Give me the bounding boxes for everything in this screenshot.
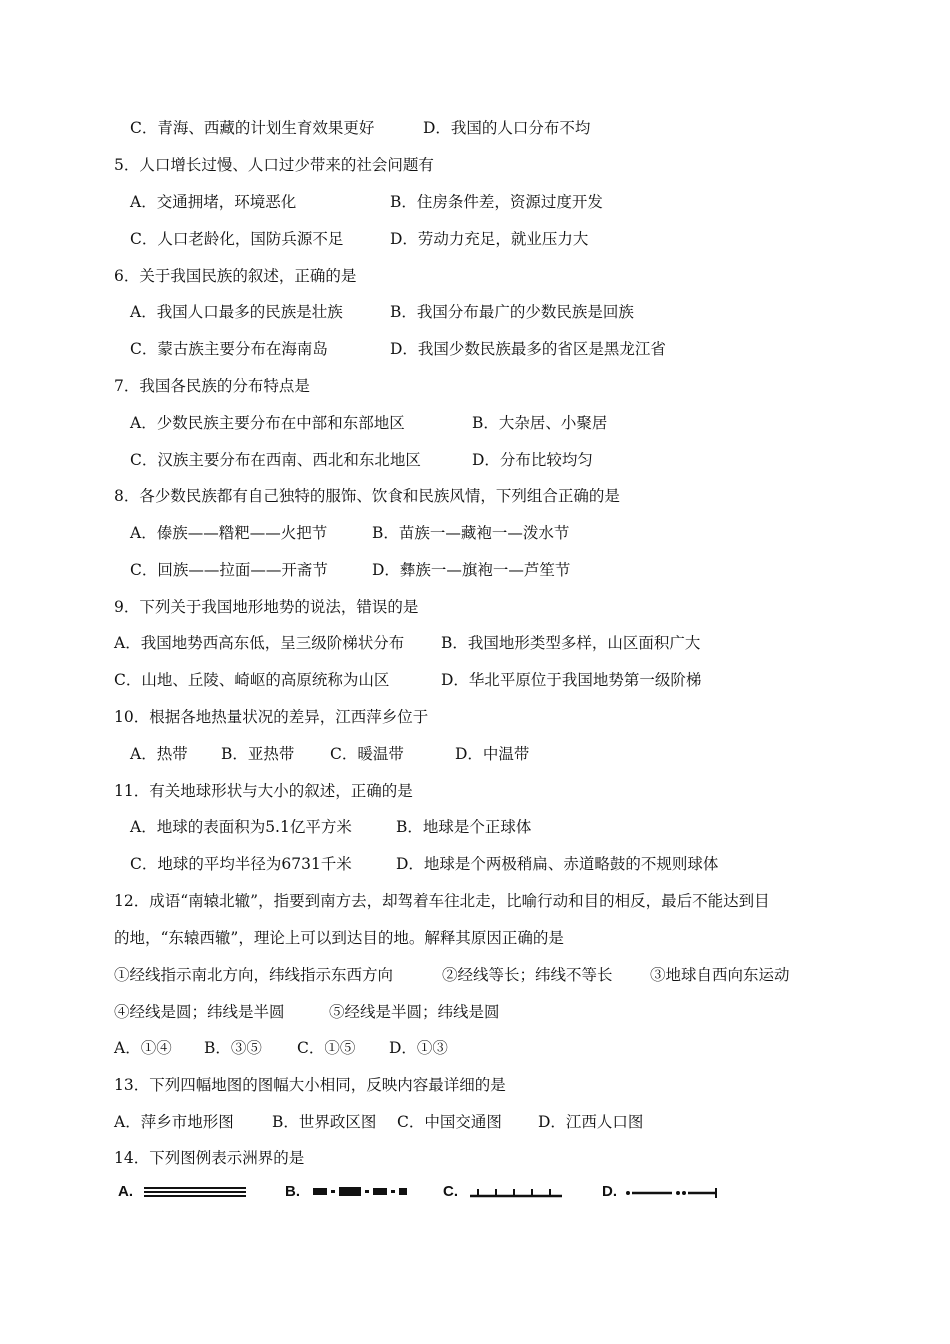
question-6-stem: 6．关于我国民族的叙述，正确的是 [114, 267, 357, 285]
q9-options-row1 [114, 633, 701, 653]
q10-options [130, 744, 530, 764]
statement-2: ②经线等长；纬线不等长 [442, 966, 613, 984]
statement-3: ③地球自西向东运动 [650, 966, 790, 984]
legend-a-label: A. [118, 1183, 133, 1200]
option-d: D．彝族一—旗袍一—芦笙节 [372, 561, 571, 579]
legend-c-label: C. [443, 1183, 458, 1200]
option-c: C．人口老龄化，国防兵源不足 [130, 230, 344, 248]
option-b: B．③⑤ [204, 1039, 262, 1057]
question-13-stem: 13．下列四幅地图的图幅大小相同，反映内容最详细的是 [114, 1076, 506, 1094]
option-c: C．青海、西藏的计划生育效果更好 [130, 119, 375, 137]
option-b: B．地球是个正球体 [396, 818, 532, 836]
option-a: A．傣族——糌粑——火把节 [130, 524, 328, 542]
option-c: C．山地、丘陵、崎岖的高原统称为山区 [114, 671, 390, 689]
q8-options-row2 [130, 560, 571, 580]
q12-statements-row2 [114, 1002, 500, 1022]
option-c: C．回族——拉面——开斋节 [130, 561, 328, 579]
option-c: C．蒙古族主要分布在海南岛 [130, 340, 328, 358]
q5-options-row2 [130, 229, 589, 249]
question-12-stem-cont: 的地，“东辕西辙”，理论上可以到达目的地。解释其原因正确的是 [114, 929, 564, 947]
q6-options-row1 [130, 302, 634, 322]
q6-options-row2 [130, 339, 666, 359]
question-5-stem: 5．人口增长过慢、人口过少带来的社会问题有 [114, 156, 434, 174]
statement-5: ⑤经线是半圆；纬线是圆 [329, 1003, 500, 1021]
option-a: A．我国地势西高东低，呈三级阶梯状分布 [114, 634, 405, 652]
option-a: A．我国人口最多的民族是壮族 [130, 303, 343, 321]
q12-statements-row1 [114, 965, 790, 985]
option-c: C．①⑤ [297, 1039, 356, 1057]
map-legend-options [118, 1182, 738, 1206]
statement-4: ④经线是圆；纬线是半圆 [114, 1003, 285, 1021]
option-b: B．住房条件差，资源过度开发 [390, 193, 603, 211]
option-c: C．暖温带 [330, 745, 404, 763]
question-12-stem: 12．成语“南辕北辙”，指要到南方去，却驾着车往北走，比喻行动和目的相反，最后不能达到目 [114, 892, 770, 910]
option-a: A．交通拥堵，环境恶化 [130, 193, 297, 211]
option-d: D．我国的人口分布不均 [423, 119, 591, 137]
question-14-stem: 14．下列图例表示洲界的是 [114, 1149, 305, 1167]
option-d: D．江西人口图 [538, 1113, 644, 1131]
option-b: B．大杂居、小聚居 [472, 414, 608, 432]
option-a: A．萍乡市地形图 [114, 1113, 234, 1131]
q13-options [114, 1112, 644, 1132]
option-a: A．热带 [130, 745, 188, 763]
option-b: B．我国分布最广的少数民族是回族 [390, 303, 634, 321]
option-c: C．中国交通图 [397, 1113, 502, 1131]
q9-options-row2 [114, 670, 702, 690]
option-a: A．地球的表面积为5.1亿平方米 [130, 818, 352, 836]
legend-a-double-line-symbol [142, 1184, 248, 1200]
option-b: B．苗族一—藏袍一—泼水节 [372, 524, 570, 542]
legend-b-dash-symbol [311, 1184, 411, 1200]
option-d: D．分布比较均匀 [472, 451, 593, 469]
q4-options-row2 [130, 118, 591, 138]
q7-options-row2 [130, 450, 593, 470]
option-a: A．少数民族主要分布在中部和东部地区 [130, 414, 405, 432]
legend-d-dot-dash-symbol [624, 1184, 720, 1200]
q5-options-row1 [130, 192, 603, 212]
option-d: D．劳动力充足，就业压力大 [390, 230, 589, 248]
q8-options-row1 [130, 523, 570, 543]
legend-b-label: B. [285, 1183, 300, 1200]
option-c: C．汉族主要分布在西南、西北和东北地区 [130, 451, 421, 469]
option-d: D．中温带 [455, 745, 530, 763]
option-b: B．亚热带 [221, 745, 295, 763]
q7-options-row1 [130, 413, 608, 433]
question-7-stem: 7．我国各民族的分布特点是 [114, 377, 310, 395]
q12-options [114, 1038, 448, 1058]
question-11-stem: 11．有关地球形状与大小的叙述，正确的是 [114, 782, 413, 800]
legend-c-tick-line-symbol [468, 1184, 564, 1200]
q11-options-row1 [130, 817, 532, 837]
option-d: D．地球是个两极稍扁、赤道略鼓的不规则球体 [396, 855, 719, 873]
option-b: B．世界政区图 [272, 1113, 377, 1131]
option-d: D．华北平原位于我国地势第一级阶梯 [441, 671, 702, 689]
option-d: D．我国少数民族最多的省区是黑龙江省 [390, 340, 666, 358]
option-d: D．①③ [389, 1039, 448, 1057]
option-b: B．我国地形类型多样，山区面积广大 [441, 634, 701, 652]
question-9-stem: 9．下列关于我国地形地势的说法，错误的是 [114, 598, 419, 616]
question-8-stem: 8．各少数民族都有自己独特的服饰、饮食和民族风情，下列组合正确的是 [114, 487, 620, 505]
statement-1: ①经线指示南北方向，纬线指示东西方向 [114, 966, 394, 984]
q11-options-row2 [130, 854, 719, 874]
legend-d-label: D. [602, 1183, 617, 1200]
option-c: C．地球的平均半径为6731千米 [130, 855, 352, 873]
question-10-stem: 10．根据各地热量状况的差异，江西萍乡位于 [114, 708, 429, 726]
option-a: A．①④ [114, 1039, 172, 1057]
